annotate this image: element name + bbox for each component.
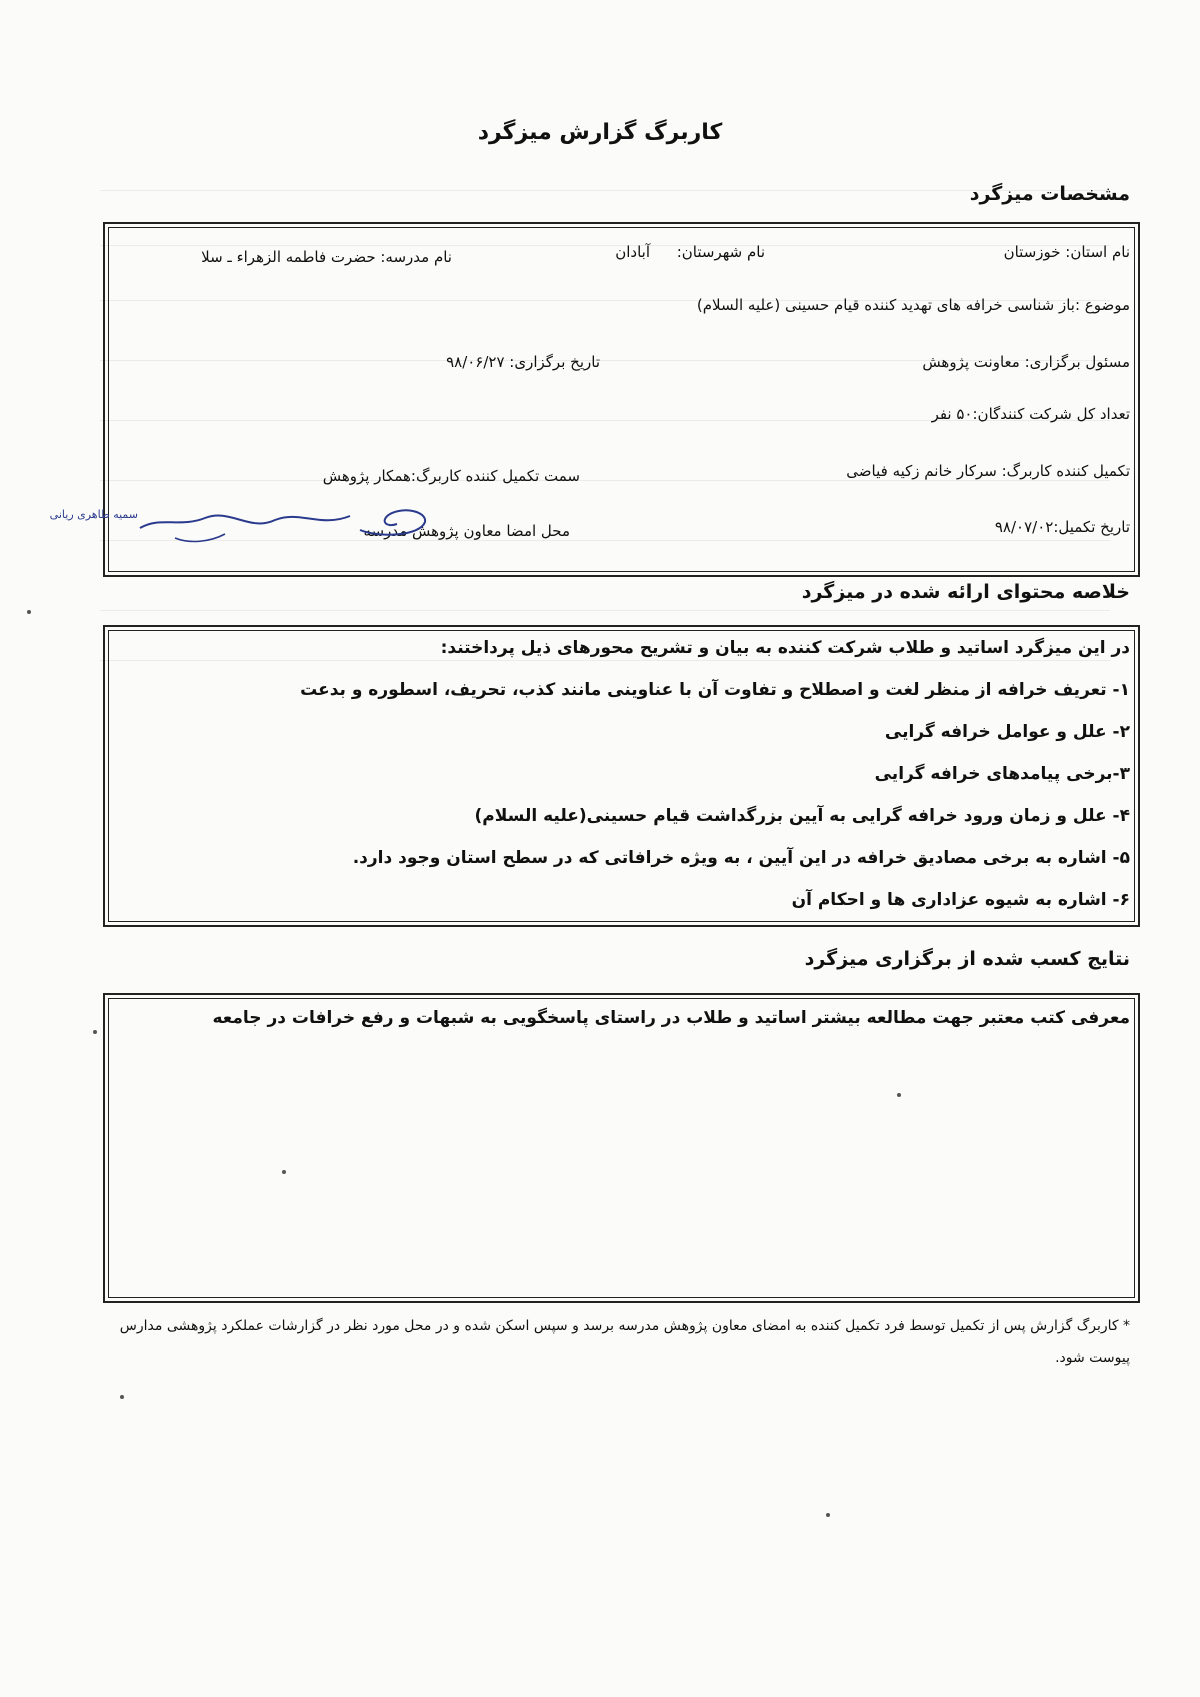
organizer-field: مسئول برگزاری: معاونت پژوهش <box>922 353 1130 371</box>
bleed-line <box>100 190 1110 191</box>
summary-intro: در این میزگرد اساتید و طلاب شرکت کننده به بیان و تشریح محورهای ذیل پرداختند: <box>440 638 1130 658</box>
topic-field: موضوع :باز شناسی خرافه های تهدید کننده قیام حسینی (علیه السلام) <box>696 296 1130 314</box>
spec-heading: مشخصات میزگرد <box>969 183 1130 205</box>
scan-speck <box>93 1030 97 1034</box>
signature-mark <box>49 498 435 548</box>
results-box-inner <box>108 998 1135 1298</box>
city-value: آبادان <box>615 243 650 261</box>
held-date-field: تاریخ برگزاری: ۹۸/۰۶/۲۷ <box>446 353 600 371</box>
summary-item: ۲- علل و عوامل خرافه گرایی <box>884 722 1130 742</box>
scan-speck <box>27 610 31 614</box>
signature-handwriting: سمیه طاهری ریانی <box>49 508 138 521</box>
filler-role-field: سمت تکمیل کننده کاربرگ:همکار پژوهش <box>322 467 580 485</box>
signature-label: محل امضا معاون پژوهش مدرسه <box>363 522 570 540</box>
results-heading: نتایج کسب شده از برگزاری میزگرد <box>804 948 1130 970</box>
results-text: معرفی کتب معتبر جهت مطالعه بیشتر اساتید و طلاب در راستای پاسخگویی به شبهات و رفع خرافات در جامعه <box>212 1008 1130 1028</box>
summary-item: ۳-برخی پیامدهای خرافه گرایی <box>874 764 1130 784</box>
summary-heading: خلاصه محتوای ارائه شده در میزگرد <box>801 581 1130 603</box>
city-label: نام شهرستان: <box>676 243 765 261</box>
scan-speck <box>282 1170 286 1174</box>
province-field: نام استان: خوزستان <box>1003 243 1130 261</box>
complete-date-field: تاریخ تکمیل:۹۸/۰۷/۰۲ <box>994 518 1130 536</box>
participants-field: تعداد کل شرکت کنندگان:۵۰ نفر <box>931 405 1130 423</box>
summary-item: ۵- اشاره به برخی مصادیق خرافه در این آیین ، به ویژه خرافاتی که در سطح استان وجود دارد. <box>352 848 1130 868</box>
footnote: * کاربرگ گزارش پس از تکمیل توسط فرد تکمیل کننده به امضای معاون پژوهش مدرسه برسد و سپس اسکن شده و در محل مورد نظر در گزارشات عملکرد پژوهشی مدارس پیوست شود. <box>119 1318 1130 1366</box>
filled-by-field: تکمیل کننده کاربرگ: سرکار خانم زکیه فیاضی <box>846 462 1130 480</box>
school-field: نام مدرسه: حضرت فاطمه الزهراء ـ سلا <box>201 248 452 266</box>
scan-speck <box>120 1395 124 1399</box>
page-title: کاربرگ گزارش میزگرد <box>477 120 723 145</box>
summary-item: ۱- تعریف خرافه از منظر لغت و اصطلاح و تفاوت آن با عناوینی مانند کذب، تحریف، اسطوره و بدعت <box>300 680 1130 700</box>
bleed-line <box>100 610 1110 611</box>
scan-speck <box>897 1093 901 1097</box>
summary-item: ۴- علل و زمان ورود خرافه گرایی به آیین بزرگداشت قیام حسینی(علیه السلام) <box>474 806 1130 826</box>
summary-item: ۶- اشاره به شیوه عزاداری ها و احکام آن <box>791 890 1130 910</box>
scan-speck <box>826 1513 830 1517</box>
